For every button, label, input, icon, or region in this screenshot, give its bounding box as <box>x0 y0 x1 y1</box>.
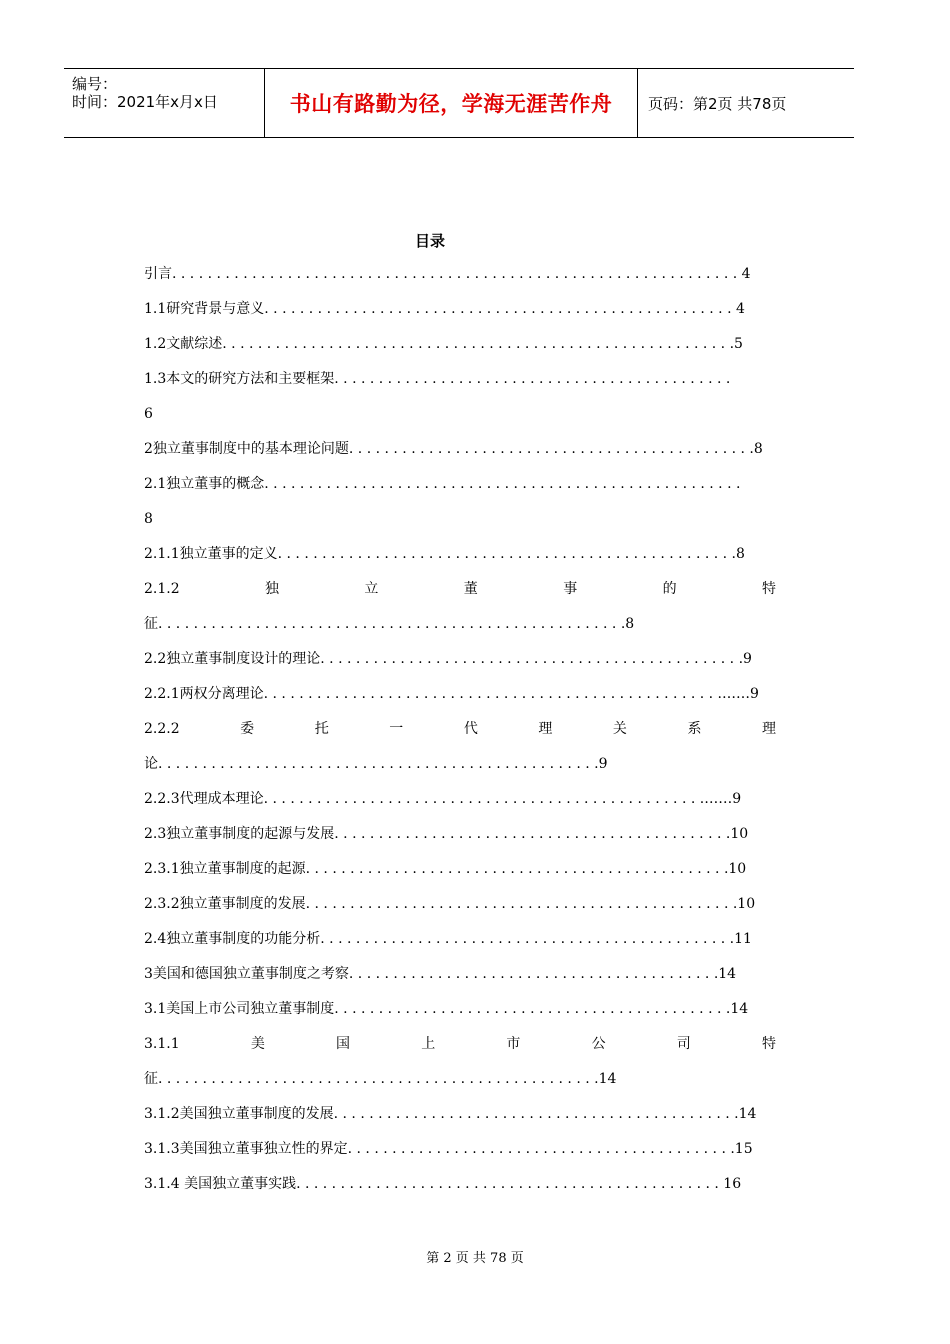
toc-spread-token: 董 <box>463 581 478 597</box>
toc-spread-token: 3.1.1 <box>144 1036 180 1052</box>
toc-spread-token: 代 <box>463 721 478 737</box>
toc-entry-spread[interactable] <box>144 577 776 612</box>
toc-spread-token: 国 <box>336 1036 350 1052</box>
toc-entry[interactable]: 2.4独立董事制度的功能分析. . . . . . . . . . . . . . . . . . . . . . . . . . . . . . . . . . . . . . . . . . . . . . .11 <box>144 931 752 947</box>
table-of-contents <box>144 262 776 1207</box>
toc-spread-token: 理 <box>762 721 776 737</box>
toc-entry[interactable]: 3美国和德国独立董事制度之考察. . . . . . . . . . . . . . . . . . . . . . . . . . . . . . . . . . . . . . . . . .14 <box>144 966 737 982</box>
toc-entry[interactable]: 3.1.4 美国独立董事实践. . . . . . . . . . . . . . . . . . . . . . . . . . . . . . . . . . . . . . . . . . . . . . . . 16 <box>144 1176 742 1192</box>
toc-spread-token: 托 <box>314 721 329 737</box>
toc-entry[interactable]: 论. . . . . . . . . . . . . . . . . . . . . . . . . . . . . . . . . . . . . . . . . . . . . . . . . .9 <box>144 756 608 772</box>
toc-entry[interactable]: 2.3.2独立董事制度的发展. . . . . . . . . . . . . . . . . . . . . . . . . . . . . . . . . . . . . . . . . . . . . . . . .10 <box>144 896 756 912</box>
toc-entry[interactable]: 3.1.2美国独立董事制度的发展. . . . . . . . . . . . . . . . . . . . . . . . . . . . . . . . . . . . . . . . . . . . . .14 <box>144 1106 757 1122</box>
toc-entry[interactable]: 2.1.1独立董事的定义. . . . . . . . . . . . . . . . . . . . . . . . . . . . . . . . . . . . . . . . . . . . . . . . . . . .8 <box>144 546 745 562</box>
toc-spread-token: 2.1.2 <box>144 581 180 597</box>
toc-entry[interactable]: 征. . . . . . . . . . . . . . . . . . . . . . . . . . . . . . . . . . . . . . . . . . . . . . . . . . . . .8 <box>144 616 635 632</box>
toc-entry[interactable]: 2.2独立董事制度设计的理论. . . . . . . . . . . . . . . . . . . . . . . . . . . . . . . . . . . . . . . . . . . . . . . .9 <box>144 651 752 667</box>
page-footer: 第 2 页 共 78 页 <box>426 1251 524 1266</box>
toc-entry[interactable]: 征. . . . . . . . . . . . . . . . . . . . . . . . . . . . . . . . . . . . . . . . . . . . . . . . . .14 <box>144 1071 617 1087</box>
toc-spread-token: 系 <box>687 721 702 737</box>
toc-entry[interactable]: 2.2.3代理成本理论. . . . . . . . . . . . . . . . . . . . . . . . . . . . . . . . . . . . . . . . . . . . . . . . . .……9 <box>144 791 742 807</box>
header-page-cell <box>638 69 854 137</box>
toc-title: 目录 <box>414 232 445 250</box>
toc-spread-token: 上 <box>421 1036 436 1052</box>
header-page-label: 页码：第2页 共78页 <box>648 95 787 113</box>
toc-spread-token: 市 <box>506 1036 521 1052</box>
toc-entry[interactable]: 1.3本文的研究方法和主要框架. . . . . . . . . . . . . . . . . . . . . . . . . . . . . . . . . . . . . . . . . . . . . <box>144 371 731 387</box>
toc-spread-token: 2.2.2 <box>144 721 180 737</box>
toc-spread-token: 的 <box>662 581 677 597</box>
toc-spread-token: 美 <box>250 1036 265 1052</box>
toc-entry[interactable]: 3.1美国上市公司独立董事制度. . . . . . . . . . . . . . . . . . . . . . . . . . . . . . . . . . . . . . . . . . . . .14 <box>144 1001 749 1017</box>
header-number-label: 编号： <box>72 75 118 93</box>
toc-spread-token: 立 <box>364 581 379 597</box>
toc-spread-token: 特 <box>761 1036 776 1052</box>
toc-spread-token: 一 <box>389 721 404 737</box>
header-date-label: 时间：2021年x月x日 <box>72 93 218 111</box>
toc-entry[interactable]: 2.2.1两权分离理论. . . . . . . . . . . . . . . . . . . . . . . . . . . . . . . . . . . . . . . . . . . . . . . . . . . .……9 <box>144 686 759 702</box>
toc-spread-token: 关 <box>612 721 627 737</box>
toc-entry[interactable]: 1.2文献综述. . . . . . . . . . . . . . . . . . . . . . . . . . . . . . . . . . . . . . . . . . . . . . . . . . . . . . . . . .5 <box>144 336 743 352</box>
toc-entry[interactable]: 1.1研究背景与意义. . . . . . . . . . . . . . . . . . . . . . . . . . . . . . . . . . . . . . . . . . . . . . . . . . . . . 4 <box>144 301 745 317</box>
toc-entry-spread[interactable] <box>144 717 776 752</box>
toc-spread-token: 委 <box>240 721 255 737</box>
toc-spread-token: 公 <box>591 1036 606 1052</box>
toc-entry[interactable]: 2.1独立董事的概念. . . . . . . . . . . . . . . . . . . . . . . . . . . . . . . . . . . . . . . . . . . . . . . . . . . . . . <box>144 476 741 492</box>
toc-spread-token: 司 <box>676 1036 691 1052</box>
toc-entry-page[interactable]: 8 <box>144 511 153 527</box>
header-motto: 书山有路勤为径，学海无涯苦作舟 <box>289 92 613 116</box>
toc-spread-token: 事 <box>563 581 578 597</box>
toc-entry[interactable]: 2.3独立董事制度的起源与发展. . . . . . . . . . . . . . . . . . . . . . . . . . . . . . . . . . . . . . . . . . . . .10 <box>144 826 749 842</box>
toc-entry[interactable]: 2独立董事制度中的基本理论问题. . . . . . . . . . . . . . . . . . . . . . . . . . . . . . . . . . . . . . . . . . . . . .8 <box>144 441 763 457</box>
toc-entry[interactable]: 3.1.3美国独立董事独立性的界定. . . . . . . . . . . . . . . . . . . . . . . . . . . . . . . . . . . . . . . . . . . .15 <box>144 1141 753 1157</box>
toc-spread-token: 理 <box>538 721 553 737</box>
toc-spread-token: 特 <box>761 581 776 597</box>
page-header <box>64 68 854 138</box>
toc-spread-token: 独 <box>265 581 280 597</box>
toc-entry[interactable]: 2.3.1独立董事制度的起源. . . . . . . . . . . . . . . . . . . . . . . . . . . . . . . . . . . . . . . . . . . . . . . .10 <box>144 861 747 877</box>
toc-entry-spread[interactable] <box>144 1032 776 1067</box>
toc-entry[interactable]: 引言. . . . . . . . . . . . . . . . . . . . . . . . . . . . . . . . . . . . . . . . . . . . . . . . . . . . . . . . . . . . . . . . 4 <box>144 266 751 282</box>
header-meta-cell <box>64 69 265 137</box>
toc-entry-page[interactable]: 6 <box>144 406 153 422</box>
header-motto-cell <box>265 69 638 137</box>
